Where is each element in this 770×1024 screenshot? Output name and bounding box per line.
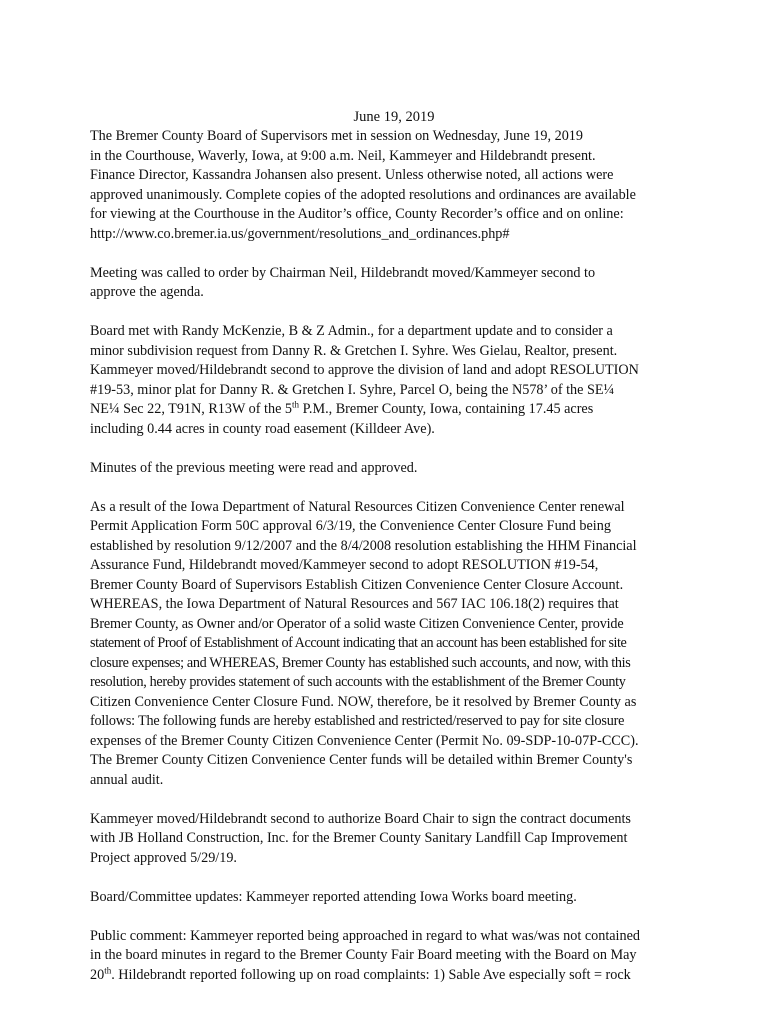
text-line: Minutes of the previous meeting were read and approved. xyxy=(90,459,418,476)
text-line: Permit Application Form 50C approval 6/3/19, the Convenience Center Closure Fund being xyxy=(90,518,611,534)
text-fragment: 20 xyxy=(90,966,105,983)
text-line: expenses of the Bremer County Citizen Convenience Center (Permit No. 09-SDP-10-07P-CCC). xyxy=(90,732,639,749)
committee-updates-paragraph xyxy=(90,888,690,908)
text-line: in the Courthouse, Waverly, Iowa, at 9:00 a.m. Neil, Kammeyer and Hildebrandt present. xyxy=(90,147,596,164)
text-fragment: . Hildebrandt reported following up on road complaints: 1) Sable Ave especially soft = rock xyxy=(111,966,631,983)
contract-paragraph xyxy=(90,810,690,869)
minutes-paragraph xyxy=(90,459,690,479)
text-line: approve the agenda. xyxy=(90,284,204,300)
text-line: Finance Director, Kassandra Johansen also present. Unless otherwise noted, all actions were xyxy=(90,167,614,183)
text-line: resolution, hereby provides statement of such accounts with the establishment of the Bremer County xyxy=(90,674,626,690)
text-line: The Bremer County Citizen Convenience Center funds will be detailed within Bremer County's xyxy=(90,752,633,768)
text-line: The Bremer County Board of Supervisors met in session on Wednesday, June 19, 2019 xyxy=(90,128,583,144)
ordinal-suffix: th xyxy=(292,399,300,410)
text-line: follows: The following funds are hereby established and restricted/reserved to pay for site closure xyxy=(90,713,625,729)
subdivision-paragraph xyxy=(90,322,690,439)
text-line: Board/Committee updates: Kammeyer reported attending Iowa Works board meeting. xyxy=(90,888,577,905)
text-line: Bremer County Board of Supervisors Establish Citizen Convenience Center Closure Account. xyxy=(90,576,624,593)
public-comment-paragraph xyxy=(90,927,690,986)
text-line: Project approved 5/29/19. xyxy=(90,849,237,866)
text-line: Kammeyer moved/Hildebrandt second to authorize Board Chair to sign the contract documents xyxy=(90,810,631,827)
text-line: closure expenses; and WHEREAS, Bremer County has established such accounts, and now, with this xyxy=(90,654,631,671)
text-line: Board met with Randy McKenzie, B & Z Admin., for a department update and to consider a xyxy=(90,323,613,339)
document-date: June 19, 2019 xyxy=(353,109,435,125)
text-line: minor subdivision request from Danny R. & Gretchen I. Syhre. Wes Gielau, Realtor, present. xyxy=(90,342,618,359)
ordinal-suffix: th xyxy=(104,964,112,975)
text-line: statement of Proof of Establishment of Account indicating that an account has been established for site xyxy=(90,635,627,651)
text-line: for viewing at the Courthouse in the Auditor’s office, County Recorder’s office and on online: xyxy=(90,206,624,222)
text-line: WHEREAS, the Iowa Department of Natural Resources and 567 IAC 106.18(2) requires that xyxy=(90,596,619,612)
text-fragment: P.M., Bremer County, Iowa, containing 17.45 acres xyxy=(299,401,594,417)
text-line: As a result of the Iowa Department of Natural Resources Citizen Convenience Center renewal xyxy=(90,498,625,515)
text-line: approved unanimously. Complete copies of the adopted resolutions and ordinances are available xyxy=(90,186,636,203)
text-line xyxy=(90,966,690,986)
resolutions-url: http://www.co.bremer.ia.us/government/resolutions_and_ordinances.php# xyxy=(90,225,510,242)
text-line: Citizen Convenience Center Closure Fund. NOW, therefore, be it resolved by Bremer County as xyxy=(90,693,637,710)
text-line: Bremer County, as Owner and/or Operator of a solid waste Citizen Convenience Center, provide xyxy=(90,615,624,632)
intro-paragraph xyxy=(90,127,690,244)
text-line: #19-53, minor plat for Danny R. & Gretchen I. Syhre, Parcel O, being the N578’ of the SE¼ xyxy=(90,381,615,398)
text-line: with JB Holland Construction, Inc. for the Bremer County Sanitary Landfill Cap Improvement xyxy=(90,830,628,846)
resolution-paragraph xyxy=(90,498,690,791)
text-line: including 0.44 acres in county road easement (Killdeer Ave). xyxy=(90,420,435,437)
text-line: Assurance Fund, Hildebrandt moved/Kammeyer second to adopt RESOLUTION #19-54, xyxy=(90,557,599,573)
call-to-order-paragraph xyxy=(90,264,690,303)
text-line: Public comment: Kammeyer reported being approached in regard to what was/was not contained xyxy=(90,927,640,944)
text-line: in the board minutes in regard to the Bremer County Fair Board meeting with the Board on May xyxy=(90,947,637,963)
text-line: Kammeyer moved/Hildebrandt second to approve the division of land and adopt RESOLUTION xyxy=(90,362,639,378)
text-line: annual audit. xyxy=(90,771,164,788)
text-line: established by resolution 9/12/2007 and the 8/4/2008 resolution establishing the HHM Financial xyxy=(90,537,637,554)
text-line: Meeting was called to order by Chairman Neil, Hildebrandt moved/Kammeyer second to xyxy=(90,264,596,281)
text-line xyxy=(90,400,690,420)
text-fragment: NE¼ Sec 22, T91N, R13W of the 5 xyxy=(90,401,293,417)
